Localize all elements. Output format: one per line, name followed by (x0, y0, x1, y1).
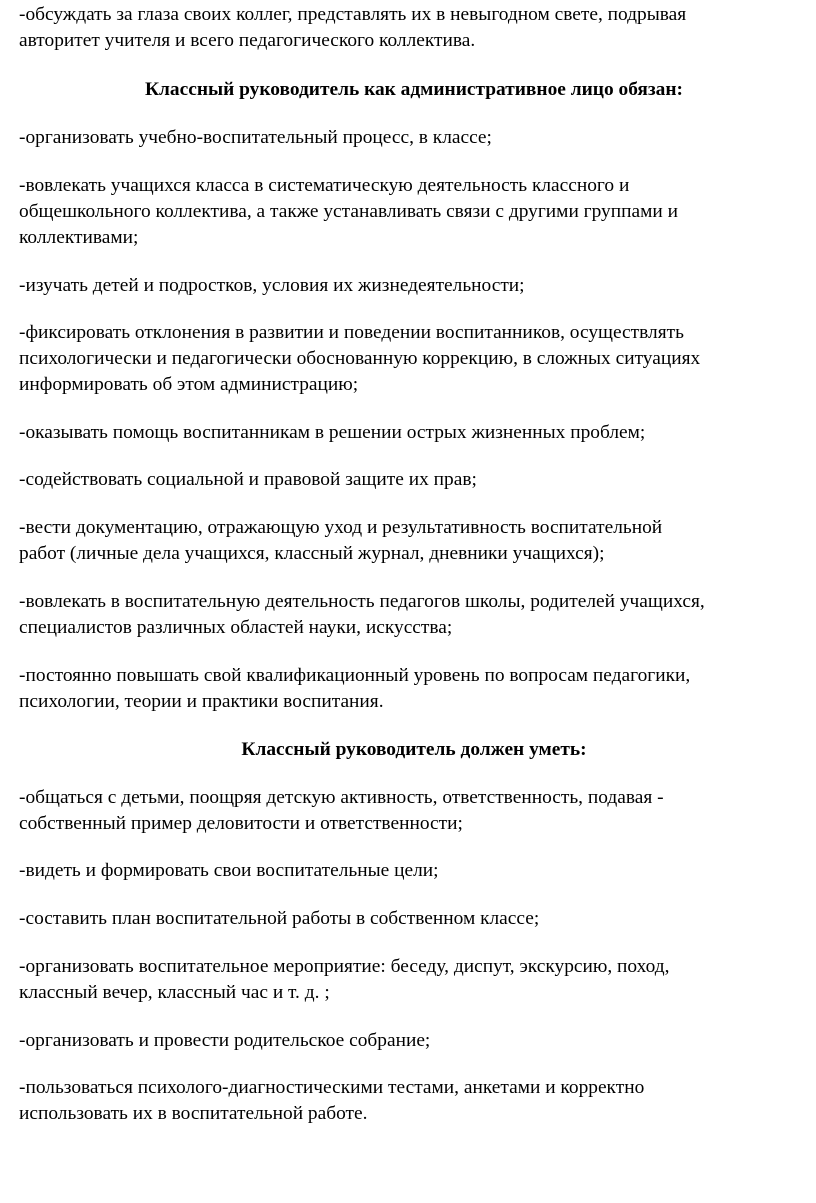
text-line: классный вечер, классный час и т. д. ; (19, 982, 330, 1003)
paragraph (19, 785, 664, 837)
text-line: -изучать детей и подростков, условия их жизнедеятельности; (19, 275, 525, 296)
text-line: -вести документацию, отражающую уход и результативность воспитательной (19, 517, 663, 538)
paragraph (19, 858, 439, 884)
text-line: -видеть и формировать свои воспитательные цели; (19, 860, 439, 881)
text-line: -содействовать социальной и правовой защите их прав; (19, 469, 477, 490)
text-line: -оказывать помощь воспитанникам в решении острых жизненных проблем; (19, 422, 646, 443)
text-line: -обсуждать за глаза своих коллег, представлять их в невыгодном свете, подрывая (19, 4, 687, 25)
text-line: авторитет учителя и всего педагогического коллектива. (19, 30, 476, 51)
paragraph (19, 1075, 644, 1127)
section-heading: Классный руководитель как административное лицо обязан: (144, 79, 684, 100)
paragraph (19, 954, 669, 1006)
text-line: специалистов различных областей науки, искусства; (19, 617, 453, 638)
paragraph (19, 320, 700, 398)
text-line: -вовлекать в воспитательную деятельность педагогов школы, родителей учащихся, (19, 591, 705, 612)
paragraph (19, 906, 539, 932)
text-line: информировать об этом администрацию; (19, 374, 359, 395)
paragraph (19, 2, 686, 54)
paragraph (19, 1028, 430, 1054)
text-line: собственный пример деловитости и ответственности; (19, 813, 463, 834)
text-line: коллективами; (19, 227, 139, 248)
text-line: -вовлекать учащихся класса в систематическую деятельность классного и (19, 175, 630, 196)
paragraph (19, 173, 678, 251)
paragraph (19, 420, 645, 446)
paragraph (19, 273, 525, 299)
paragraph (19, 515, 662, 567)
text-line: -организовать учебно-воспитательный процесс, в классе; (19, 127, 492, 148)
text-line: -постоянно повышать свой квалификационный уровень по вопросам педагогики, (19, 665, 691, 686)
section-heading: Классный руководитель должен уметь: (241, 739, 587, 760)
text-line: общешкольного коллектива, а также устанавливать связи с другими группами и (19, 201, 678, 222)
paragraph (19, 589, 705, 641)
text-line: использовать их в воспитательной работе. (19, 1103, 368, 1124)
text-line: психологически и педагогически обоснованную коррекцию, в сложных ситуациях (19, 348, 701, 369)
paragraph (19, 125, 492, 151)
text-line: психологии, теории и практики воспитания. (19, 691, 384, 712)
text-line: работ (личные дела учащихся, классный журнал, дневники учащихся); (19, 543, 605, 564)
text-line: -пользоваться психолого-диагностическими тестами, анкетами и корректно (19, 1077, 645, 1098)
text-line: -составить план воспитательной работы в собственном классе; (19, 908, 540, 929)
text-line: -общаться с детьми, поощряя детскую активность, ответственность, подавая - (19, 787, 664, 808)
text-line: -организовать и провести родительское собрание; (19, 1030, 431, 1051)
paragraph (19, 663, 690, 715)
text-line: -фиксировать отклонения в развитии и поведении воспитанников, осуществлять (19, 322, 684, 343)
text-line: -организовать воспитательное мероприятие: беседу, диспут, экскурсию, поход, (19, 956, 670, 977)
paragraph (19, 467, 477, 493)
